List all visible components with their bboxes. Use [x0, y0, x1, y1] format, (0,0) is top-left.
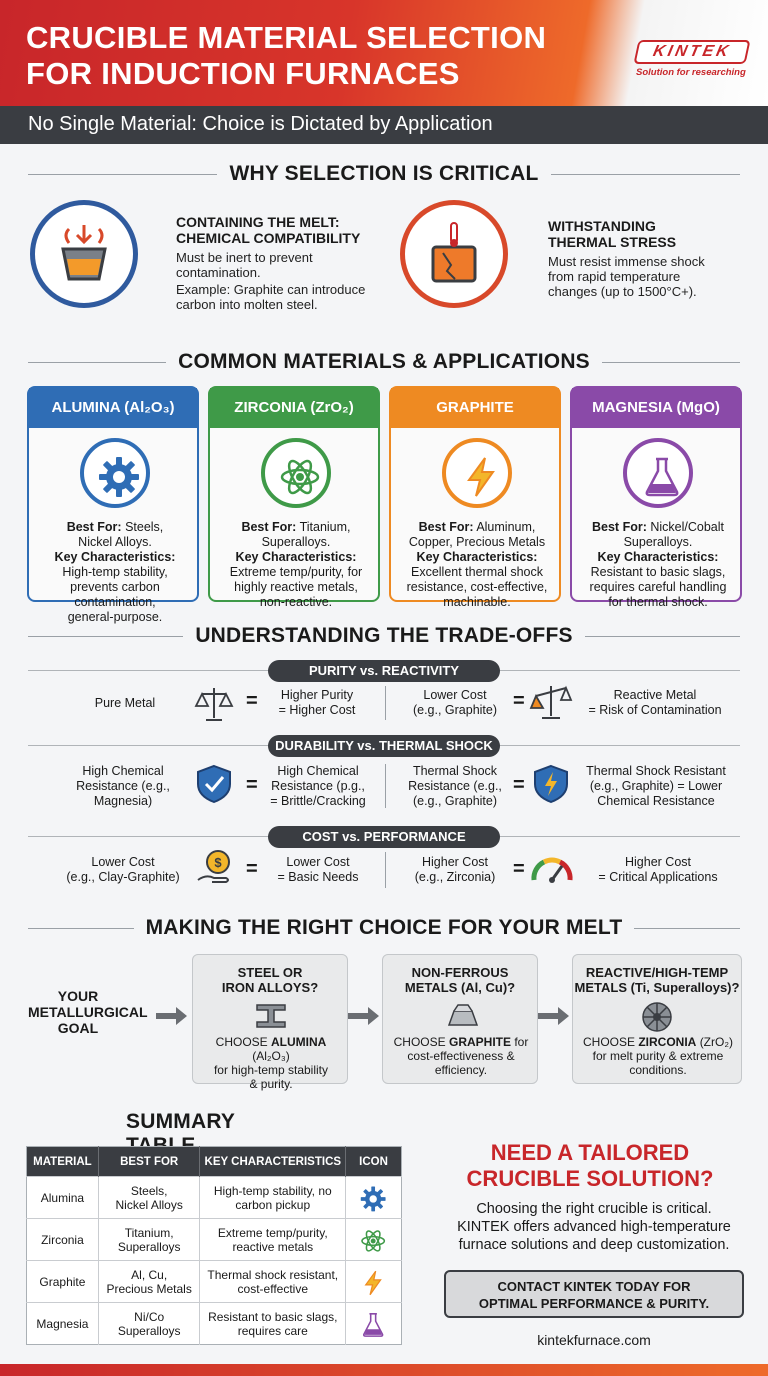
tilted-scale-icon [530, 682, 572, 722]
atom-icon [261, 438, 331, 508]
material-card-body: Best For: Steels, Nickel Alloys. Key Characteristics: High-temp stability, prevents carbon contamination, general-purpose. [54, 520, 176, 624]
cracked-crucible-thermometer-icon [400, 200, 508, 308]
table-row: Magnesia Ni/Co Superalloys Resistant to basic slags, requires care [27, 1303, 402, 1345]
arrow-right-icon [538, 1006, 570, 1026]
section-title-tradeoffs: UNDERSTANDING THE TRADE-OFFS [0, 624, 768, 648]
choice-box-steel[interactable]: STEEL OR IRON ALLOYS? CHOOSE ALUMINA (Al₂O₃) for high-temp stability & purity. [192, 954, 348, 1084]
section-title-why: WHY SELECTION IS CRITICAL [0, 162, 768, 186]
cta-title: NEED A TAILORED CRUCIBLE SOLUTION? [466, 1140, 714, 1191]
shield-check-icon [196, 764, 232, 804]
table-row: Alumina Steels, Nickel Alloys High-temp stability, no carbon pickup [27, 1177, 402, 1219]
tradeoff-text: Lower Cost = Basic Needs [277, 855, 359, 884]
flask-icon [346, 1303, 402, 1345]
table-row: Graphite Al, Cu, Precious Metals Thermal shock resistant, cost-effective [27, 1261, 402, 1303]
section-title-choice: MAKING THE RIGHT CHOICE FOR YOUR MELT [0, 916, 768, 940]
ingot-icon [445, 1001, 479, 1031]
section-title-summary: SUMMARY [26, 1110, 262, 1158]
coin-hand-icon [196, 848, 236, 888]
material-card-title: GRAPHITE [391, 388, 559, 428]
material-card-body: Best For: Titanium, Superalloys. Key Characteristics: Extreme temp/purity, for highly reactive metals, non-reactive. [229, 520, 363, 609]
tradeoff-text: Higher Cost (e.g., Zirconia) [414, 855, 496, 884]
turbine-icon [641, 1001, 673, 1033]
tradeoff-text: Lower Cost (e.g., Clay-Graphite) [66, 855, 180, 884]
tradeoff-text: Pure Metal [94, 696, 156, 710]
subtitle: No Single Material: Choice is Dictated by Application [28, 113, 493, 135]
crucible-melt-icon [30, 200, 138, 308]
material-card-title: ZIRCONIA (ZrO₂) [210, 388, 378, 428]
material-card[interactable] [570, 386, 742, 609]
material-card-title: ALUMINA (Al₂O₃) [29, 388, 197, 428]
metallurgical-goal: YOUR METALLURGICAL GOAL [28, 988, 148, 1036]
tradeoff-text: Lower Cost (e.g., Graphite) [412, 688, 498, 717]
cta-text: Choosing the right crucible is critical. KINTEK offers advanced high-temperature furnace solutions and deep customization. [457, 1201, 731, 1253]
summary-table: MATERIAL BEST FOR KEY CHARACTERISTICS ICON Alumina Steels, Nickel Alloys High-temp stability, no carbon pickup Zirconia Titanium, Superalloys Extreme temp/purity, reactive metals Graphite Al, Cu, Precious Metals Thermal shock resistant, cost-effective Magnesia Ni/Co Superalloys Resistant to basic slags, requires care [26, 1146, 402, 1345]
gear-icon [346, 1177, 402, 1219]
tradeoff-text: High Chemical Resistance (p.g., = Brittle/Cracking [270, 764, 366, 808]
steel-beam-icon [255, 1001, 287, 1031]
flask-icon [623, 438, 693, 508]
arrow-right-icon [156, 1006, 188, 1026]
header-banner [0, 0, 768, 106]
tradeoff-pill-purity: PURITY vs. REACTIVITY [268, 660, 500, 682]
why-left-text: Must be inert to prevent contamination. Example: Graphite can introduce carbon into molten steel. [176, 250, 366, 312]
tradeoff-text: High Chemical Resistance (e.g., Magnesia) [76, 764, 170, 808]
why-right-text: Must resist immense shock from rapid temperature changes (up to 1500°C+). [548, 254, 705, 299]
material-card-body: Best For: Aluminum, Copper, Precious Metals Key Characteristics: Excellent thermal shock resistance, cost-effective, machinable. [406, 520, 548, 609]
section-title-materials: COMMON MATERIALS & APPLICATIONS [0, 350, 768, 374]
material-card-body: Best For: Nickel/Cobalt Superalloys. Key Characteristics: Resistant to basic slags, requires careful handling for thermal shock. [589, 520, 727, 609]
atom-icon [346, 1219, 402, 1261]
contact-button[interactable]: CONTACT KINTEK TODAY FOR OPTIMAL PERFORMANCE & PURITY. [444, 1270, 744, 1318]
material-card[interactable] [389, 386, 561, 609]
tradeoff-text: Thermal Shock Resistant (e.g., Graphite) = Lower Chemical Resistance [586, 764, 726, 808]
svg-text:$: $ [214, 855, 222, 870]
why-left-heading: CONTAINING THE MELT: CHEMICAL COMPATIBILITY [176, 214, 361, 246]
gauge-icon [530, 850, 574, 886]
tradeoff-text: Higher Purity = Higher Cost [278, 688, 356, 717]
footer-bar [0, 1364, 768, 1376]
material-card-title: MAGNESIA (MgO) [572, 388, 740, 428]
lightning-icon [442, 438, 512, 508]
material-card[interactable] [208, 386, 380, 609]
tradeoff-text: Thermal Shock Resistance (e.g., (e.g., Graphite) [408, 764, 502, 808]
tradeoff-text: Reactive Metal = Risk of Contamination [588, 688, 722, 717]
lightning-icon [346, 1261, 402, 1303]
kintek-logo[interactable]: KINTEK Solution for researching [636, 40, 754, 80]
website-link[interactable]: kintekfurnace.com [537, 1332, 651, 1348]
shield-bolt-icon [532, 764, 570, 804]
why-right-heading: WITHSTANDING THERMAL STRESS [548, 218, 677, 250]
tradeoff-pill-durability: DURABILITY vs. THERMAL SHOCK [268, 735, 500, 757]
table-row: Zirconia Titanium, Superalloys Extreme temp/purity, reactive metals [27, 1219, 402, 1261]
tradeoff-text: Higher Cost = Critical Applications [598, 855, 718, 884]
gear-icon [80, 438, 150, 508]
material-card[interactable] [27, 386, 199, 624]
arrow-right-icon [348, 1006, 380, 1026]
subtitle-bar [0, 106, 768, 144]
choice-box-nonferrous[interactable]: NON-FERROUS METALS (Al, Cu)? CHOOSE GRAPHITE for cost-effectiveness & efficiency. [382, 954, 538, 1084]
choice-box-reactive[interactable]: REACTIVE/HIGH-TEMP METALS (Ti, Superalloys)? CHOOSE ZIRCONIA (ZrO₂) for melt purity & extreme conditions. [572, 954, 742, 1084]
tradeoff-pill-cost: COST vs. PERFORMANCE [268, 826, 500, 848]
page-title: CRUCIBLE MATERIAL SELECTION FOR INDUCTION FURNACES [26, 20, 547, 91]
balance-scale-icon [194, 684, 234, 724]
